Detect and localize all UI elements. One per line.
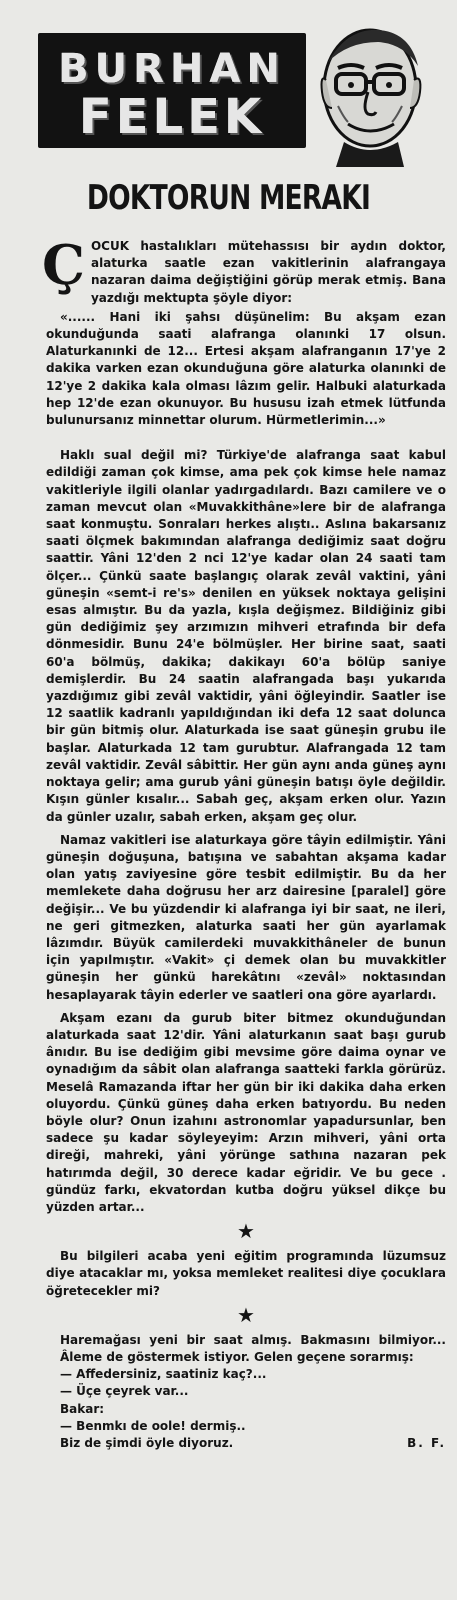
story-section (46, 1332, 446, 1452)
paragraph-gap (46, 429, 446, 447)
author-first-name: BURHAN (58, 46, 286, 92)
dialog-line-2: — Üçe çeyrek var... (60, 1384, 189, 1399)
closing-line: Biz de şimdi öyle diyoruz. (60, 1436, 234, 1450)
closing-row (46, 1435, 446, 1452)
intro-text: OCUK hastalıkları mütehassısı bir aydın doktor, alaturka saatle ezan vakitlerinin alafrangaya nazaran daima değiştiğini görüp merak etmiş. Bana yazdığı mektupta şöyle diyor: (90, 239, 446, 305)
paragraph-2: Namaz vakitleri ise alaturkaya göre tâyin edilmiştir. Yâni güneşin doğuşuna, batışına ve sabahtan akşama kadar olan yatış zaviyesine göre tesbit edilmiştir. Bu da her memlekete daha doğrusu her arz dairesine [paralel] göre değişir... Ve bu yüzdendir ki alafranga iyi bir saat, ne ileri, ne geri gitmezken, alaturka saati her gün ayarlamak lâzımdır. Büyük camilerdeki muvakkithâneler de bunun için yapılmıştır. «Vakit» çi demek olan bu muvakkitler güneşin her günkü harekâtını «zevâl» noktasından hesaplayarak tâyin ederler ve saatleri ona göre ayarlardı. (46, 832, 446, 1002)
section-star-icon: ★ (237, 1302, 255, 1327)
note-paragraph: Bu bilgileri acaba yeni eğitim programında lüzumsuz diye atacaklar mı, yoksa memleket realitesi diye çocuklara öğretecekler mi? (46, 1249, 446, 1298)
paragraph-1: Haklı sual değil mi? Türkiye'de alafranga saat kabul edildiği zaman çok kimse, ama pek çok kimse hele namaz vakitleriyle ilgili olanlar yadırgadılardı. Bazı camilere ve o zaman mevcut olan «Muvakkithâne»lere bir de alafranga saat konmuştu. Sonraları herkes alıştı.. Aslına bakarsanız saati ölçmek bakımından alafranga dediğimiz saat doğru saattir. Yâni 12'den 2 nci 12'ye kadar olan 24 saati tam ölçer... Çünkü saate başlangıç olarak zevâl vaktini, yâni güneşin «semt-i re's» denilen en yüksek noktaya gelişini esas almıştır. Bu da yazla, kışla değişmez. Bildiğiniz gibi gün dediğimiz şey arzımızın mihveri etrafında bir defa dönmesidir. Bunu 24'e bölmüşler. Her birine saat, saati 60'a bölmüş, dakika; dakikayı 60'a bölüp saniye demişlerdir. Bu 24 saatin alafrangada başı yukarıda yazdığımız gibi zevâl vaktidir, yâni öğleyindir. Saatler ise 12 saatlik kadranlı yapıldığından iki defa 12 saat dolunca bir gün bitmiş olur. Alaturkada ise saat güneşin grubu ile başlar. Alaturkada 12 tam gurubtur. Alafrangada 12 tam zevâl vaktidir. Zevâl sâbittir. Her gün aynı anda güneş aynı noktaya gelir; ama gurub yâni güneşin batışı öyle değildir. Kışın günler kısalır... Sabah geç, akşam erken olur. Yazın da günler uzalır, sabah erken, akşam geç olur. (46, 448, 446, 824)
intro-paragraph (42, 233, 446, 307)
columnist-masthead (38, 33, 306, 148)
story-intro: Haremağası yeni bir saat almış. Bakmasını bilmiyor... Âleme de göstermek istiyor. Gelen geçene sorarmış: (60, 1332, 446, 1364)
dialog-line-4: — Benmkı de oole! dermiş.. (60, 1418, 246, 1433)
letter-quote: «...... Hani iki şahsı düşünelim: Bu akşam ezan okunduğunda saati alafranga olanınki 17 olsun. Alaturkanınki de 12... Ertesi akşam alafranganın 17'ye 2 dakika varken ezan okunduğuna göre alaturka olanınki de 12'ye 2 dakika kala olması lâzım gelir. Halbuki alaturkada hep 12'de ezan okunuyor. Bu hususu izah etmek lütfunda bulunursanız minnettar olurum. Hürmetlerimin...» (46, 309, 446, 428)
dialog-line-1: — Affedersiniz, saatiniz kaç?... (60, 1367, 267, 1382)
paragraph-3: Akşam ezanı da gurub biter bitmez okunduğundan alaturkada saat 12'dir. Yâni alaturkanın saat başı gurub ânıdır. Bu ise dediğim gibi mevsime göre daima oynar ve oynadığım da sâbit olan alafranga saatteki farkla görürüz. Meselâ Ramazanda iftar her gün bir iki dakika daha erken oluyordu. Çünkü güneş daha erken batıyordu. Bu neden böyle olur? Onun izahını astronomlar yapadursunlar, ben sadece şu kadar söyleyeyim: Arzın mihveri, yâni orta direği, mahreki, yâni yörünge sathına nazaran pek hatırımda değil, 30 derece kadar eğridir. Ve bu gece . gündüz farkı, ekvatordan kutba doğru yüksel dikçe bu yüzden artar... (46, 1010, 446, 1214)
section-star-icon: ★ (237, 1219, 255, 1244)
author-signature: B. F. (407, 1436, 446, 1450)
article-headline: DOKTORUN MERAKI (86, 178, 371, 218)
drop-cap: Ç (42, 233, 85, 297)
dialog-line-3: Bakar: (60, 1401, 105, 1416)
author-last-name: FELEK (78, 89, 266, 145)
author-portrait-icon (308, 22, 428, 167)
article-body (42, 233, 446, 1452)
